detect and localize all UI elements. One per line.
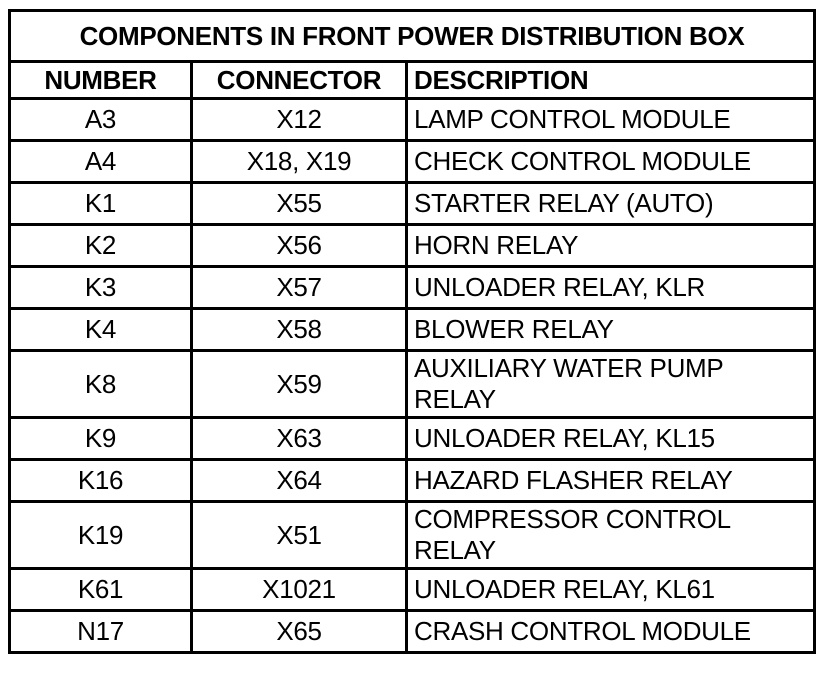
column-header-connector: CONNECTOR — [192, 62, 407, 99]
table-title: COMPONENTS IN FRONT POWER DISTRIBUTION BOX — [10, 11, 815, 62]
cell-description: STARTER RELAY (AUTO) — [407, 183, 815, 225]
cell-description: LAMP CONTROL MODULE — [407, 99, 815, 141]
cell-number: K4 — [10, 309, 192, 351]
cell-connector: X51 — [192, 502, 407, 569]
title-row — [10, 11, 815, 62]
cell-connector: X55 — [192, 183, 407, 225]
components-table — [8, 9, 816, 654]
cell-description: CHECK CONTROL MODULE — [407, 141, 815, 183]
table-row — [10, 611, 815, 653]
cell-connector: X56 — [192, 225, 407, 267]
cell-connector: X18, X19 — [192, 141, 407, 183]
cell-number: N17 — [10, 611, 192, 653]
cell-description: COMPRESSOR CONTROL RELAY — [407, 502, 815, 569]
table-row — [10, 225, 815, 267]
cell-description: BLOWER RELAY — [407, 309, 815, 351]
table-row — [10, 418, 815, 460]
table-row — [10, 267, 815, 309]
table-row — [10, 569, 815, 611]
table-row — [10, 183, 815, 225]
cell-connector: X65 — [192, 611, 407, 653]
cell-number: K19 — [10, 502, 192, 569]
cell-connector: X1021 — [192, 569, 407, 611]
cell-number: A4 — [10, 141, 192, 183]
cell-number: K16 — [10, 460, 192, 502]
table-row — [10, 99, 815, 141]
cell-number: K3 — [10, 267, 192, 309]
table-row — [10, 309, 815, 351]
cell-connector: X64 — [192, 460, 407, 502]
cell-description: CRASH CONTROL MODULE — [407, 611, 815, 653]
table-row — [10, 351, 815, 418]
cell-description: HAZARD FLASHER RELAY — [407, 460, 815, 502]
table-row — [10, 141, 815, 183]
cell-number: K8 — [10, 351, 192, 418]
cell-description: UNLOADER RELAY, KL15 — [407, 418, 815, 460]
header-row — [10, 62, 815, 99]
cell-connector: X58 — [192, 309, 407, 351]
cell-description: UNLOADER RELAY, KLR — [407, 267, 815, 309]
cell-connector: X12 — [192, 99, 407, 141]
cell-description: AUXILIARY WATER PUMP RELAY — [407, 351, 815, 418]
cell-connector: X63 — [192, 418, 407, 460]
column-header-description: DESCRIPTION — [407, 62, 815, 99]
cell-connector: X57 — [192, 267, 407, 309]
table-row — [10, 460, 815, 502]
cell-connector: X59 — [192, 351, 407, 418]
cell-description: UNLOADER RELAY, KL61 — [407, 569, 815, 611]
cell-number: K9 — [10, 418, 192, 460]
cell-number: K1 — [10, 183, 192, 225]
cell-number: A3 — [10, 99, 192, 141]
cell-number: K2 — [10, 225, 192, 267]
cell-number: K61 — [10, 569, 192, 611]
column-header-number: NUMBER — [10, 62, 192, 99]
cell-description: HORN RELAY — [407, 225, 815, 267]
table-row — [10, 502, 815, 569]
